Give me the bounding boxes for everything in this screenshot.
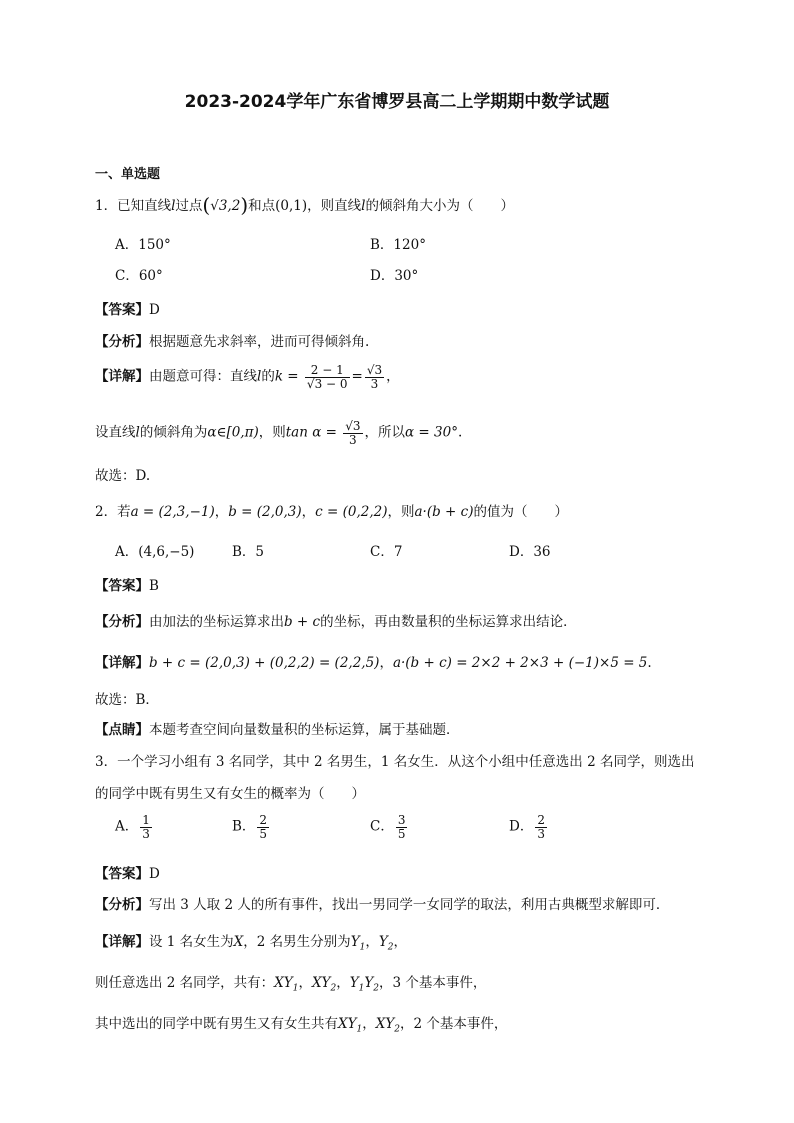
- q3-option-b: [232, 814, 271, 840]
- q1-text: 和点: [248, 198, 276, 214]
- slope-label: k =: [274, 368, 299, 385]
- q2-option-d: D．36: [509, 544, 551, 560]
- page-title: 2023-2024学年广东省博罗县高二上学期期中数学试题: [184, 92, 610, 112]
- var-y1: Y: [350, 934, 360, 950]
- analysis-tag: 【分析】: [95, 897, 149, 913]
- detail-text: ，则: [258, 424, 286, 441]
- q1-l: l: [171, 198, 176, 214]
- option-label: D．: [509, 818, 534, 835]
- subscript: 1: [292, 983, 299, 994]
- q1-text: ，则直线: [307, 198, 362, 214]
- answer-value: B: [149, 578, 159, 594]
- detail-text: 其中选出的同学中既有男生又有女生共有: [95, 1016, 338, 1032]
- q2-analysis: [95, 610, 577, 630]
- subscript: 1: [356, 1024, 363, 1035]
- analysis-text: 根据题意先求斜率，进而可得倾斜角.: [149, 334, 370, 350]
- option-label: C．: [370, 818, 394, 835]
- answer-tag: 【答案】: [95, 578, 149, 594]
- var-y2: Y: [378, 934, 388, 950]
- q3-detail: [95, 930, 407, 953]
- frac-den: 3: [370, 376, 379, 391]
- frac-den: 3: [142, 826, 150, 841]
- answer-tag: 【答案】: [95, 302, 149, 318]
- q1-option-d: D．30°: [370, 268, 419, 284]
- slope-result-fraction: [365, 364, 384, 390]
- answer-value: D: [149, 866, 160, 882]
- dot-computation: a·(b + c) = 2×2 + 2×3 + (−1)×5 = 5: [392, 655, 648, 671]
- q1-option-a: A．150°: [115, 237, 171, 253]
- dot-expression: a·(b + c): [414, 504, 474, 520]
- q2-text: ，则: [387, 504, 415, 520]
- q2-detail: [95, 651, 652, 671]
- frac-den: 5: [259, 826, 268, 841]
- analysis-text: 的坐标，再由数量积的坐标运算求出结论．: [320, 614, 577, 630]
- q1-detail-line2: [95, 420, 462, 446]
- detail-text: .: [647, 655, 652, 671]
- frac-num: 2: [537, 813, 545, 827]
- detail-text: ，: [386, 368, 400, 385]
- analysis-text: 由加法的坐标运算求出: [149, 614, 284, 630]
- analysis-text: 写出 3 人取 2 人的所有事件，找出一男同学一女同学的取法，利用古典概型求解即可．: [149, 897, 670, 913]
- alpha-value: α = 30°: [405, 424, 458, 441]
- answer-tag: 【答案】: [95, 866, 149, 882]
- frac-num: √3: [345, 419, 361, 433]
- q3-analysis: [95, 893, 669, 913]
- detail-text: 的: [261, 368, 275, 385]
- option-label: B．: [232, 818, 256, 835]
- frac-num: 2 − 1: [305, 364, 350, 378]
- vector-b: b = (2,0,3): [228, 504, 302, 520]
- frac-den: 3: [349, 432, 357, 447]
- q2-option-a: A．(4,6,−5): [115, 544, 195, 560]
- detail-text: 设直线: [95, 424, 136, 441]
- detail-text: ，: [393, 934, 407, 950]
- event-y1y2: Y: [349, 975, 359, 991]
- q2-text: 2．若: [95, 504, 131, 520]
- q3-option-d: [509, 814, 549, 840]
- subscript: 1: [359, 942, 366, 953]
- var-x: X: [233, 934, 244, 950]
- question-2-stem: [95, 500, 568, 520]
- detail-text: 的倾斜角为: [139, 424, 208, 441]
- option-label: A．: [115, 818, 139, 835]
- equals: =: [351, 368, 363, 385]
- question-3-stem-line1: 3．一个学习小组有 3 名同学，其中 2 名男生，1 名女生．从这个小组中任意选出 2 名同学，则选出: [95, 754, 695, 770]
- answer-value: D: [149, 302, 160, 318]
- q3-option-a: [115, 814, 154, 840]
- q2-text: 的值为（ ）: [473, 504, 568, 520]
- detail-tag: 【详解】: [95, 934, 149, 950]
- detail-text: 设 1 名女生为: [149, 934, 234, 950]
- q1-l: l: [257, 368, 262, 385]
- analysis-tag: 【分析】: [95, 334, 149, 350]
- frac-den: √3 − 0: [306, 376, 348, 391]
- tan-expression: tan α =: [285, 424, 337, 441]
- q1-l: l: [135, 424, 140, 441]
- detail-text: ，2 名男生分别为: [243, 934, 351, 950]
- section-heading: 一、单选题: [95, 167, 161, 182]
- q1-option-b: B．120°: [370, 237, 426, 253]
- comment-tag: 【点睛】: [95, 722, 149, 738]
- subscript: 2: [373, 983, 380, 994]
- subscript: 1: [358, 983, 365, 994]
- q3-detail-line2: 则任意选出 2 名同学，共有：$XY_1$，$XY_2$，$Y_1Y_2$，3 个基本事件，: [95, 975, 487, 994]
- q2-answer: [95, 574, 159, 594]
- q1-option-c: C．60°: [115, 268, 163, 284]
- detail-text: ，2 个基本事件，: [400, 1016, 508, 1032]
- event-xy1: XY: [274, 975, 293, 991]
- comment-text: 本题考查空间向量数量积的坐标运算，属于基础题．: [149, 722, 460, 738]
- vector-c: c = (0,2,2): [315, 504, 388, 520]
- q2-option-b: B．5: [232, 544, 265, 560]
- detail-text: 由题意可得：直线: [149, 368, 257, 385]
- q2-comment: [95, 718, 460, 738]
- q2-text: ，: [214, 504, 229, 520]
- question-1-stem: 1．已知直线l过点(√3,2)和点(0,1)，则直线l的倾斜角大小为（ ）: [95, 193, 514, 217]
- q1-detail: [95, 364, 400, 390]
- frac-num: √3: [366, 363, 383, 377]
- detail-tag: 【详解】: [95, 368, 149, 385]
- analysis-tag: 【分析】: [95, 614, 149, 630]
- vector-a: a = (2,3,−1): [130, 504, 215, 520]
- q3-option-c: [370, 814, 409, 840]
- frac-num: 3: [397, 813, 406, 827]
- detail-text: ，3 个基本事件，: [379, 975, 487, 991]
- question-3-stem-line2: 的同学中既有男生又有女生的概率为（ ）: [95, 786, 365, 802]
- event-xy1: XY: [338, 1016, 357, 1032]
- slope-fraction: [305, 364, 350, 390]
- event-y1y2: Y: [364, 975, 374, 991]
- subscript: 2: [394, 1024, 401, 1035]
- subscript: 2: [387, 942, 394, 953]
- q1-point2: (0,1): [275, 198, 308, 214]
- detail-text: 则任意选出 2 名同学，共有：: [95, 975, 275, 991]
- q1-analysis: [95, 330, 369, 350]
- alpha-range: α∈[0,π): [207, 424, 259, 441]
- q1-conclusion: 故选：D.: [95, 468, 151, 484]
- q1-text: 1．已知直线: [95, 198, 172, 214]
- detail-text: .: [457, 424, 463, 441]
- q1-point1: √3,2: [210, 198, 241, 214]
- q3-detail-line3: 其中选出的同学中既有男生又有女生共有$XY_1$，$XY_2$，2 个基本事件，: [95, 1016, 508, 1035]
- q1-text: 的倾斜角大小为（ ）: [365, 198, 514, 214]
- q2-text: ，: [301, 504, 316, 520]
- detail-tag: 【详解】: [95, 655, 149, 671]
- q1-l: l: [361, 198, 366, 214]
- tan-fraction: [343, 420, 362, 446]
- frac-num: 2: [259, 813, 268, 827]
- q2-option-c: C．7: [370, 544, 403, 560]
- frac-den: 5: [397, 826, 406, 841]
- event-xy2: XY: [311, 975, 331, 991]
- frac-den: 3: [537, 826, 545, 841]
- subscript: 2: [330, 983, 337, 994]
- q3-answer: [95, 862, 160, 882]
- q1-answer: [95, 298, 160, 318]
- sum-computation: b + c = (2,0,3) + (0,2,2) = (2,2,5): [149, 655, 380, 671]
- frac-num: 1: [142, 813, 150, 827]
- sum-expression: b + c: [284, 614, 321, 630]
- detail-text: ，: [379, 655, 393, 671]
- q2-conclusion: 故选：B．: [95, 692, 159, 708]
- event-xy2: XY: [375, 1016, 395, 1032]
- q1-text: 过点: [175, 198, 203, 214]
- detail-text: ，: [365, 934, 379, 950]
- detail-text: ，所以: [364, 424, 405, 441]
